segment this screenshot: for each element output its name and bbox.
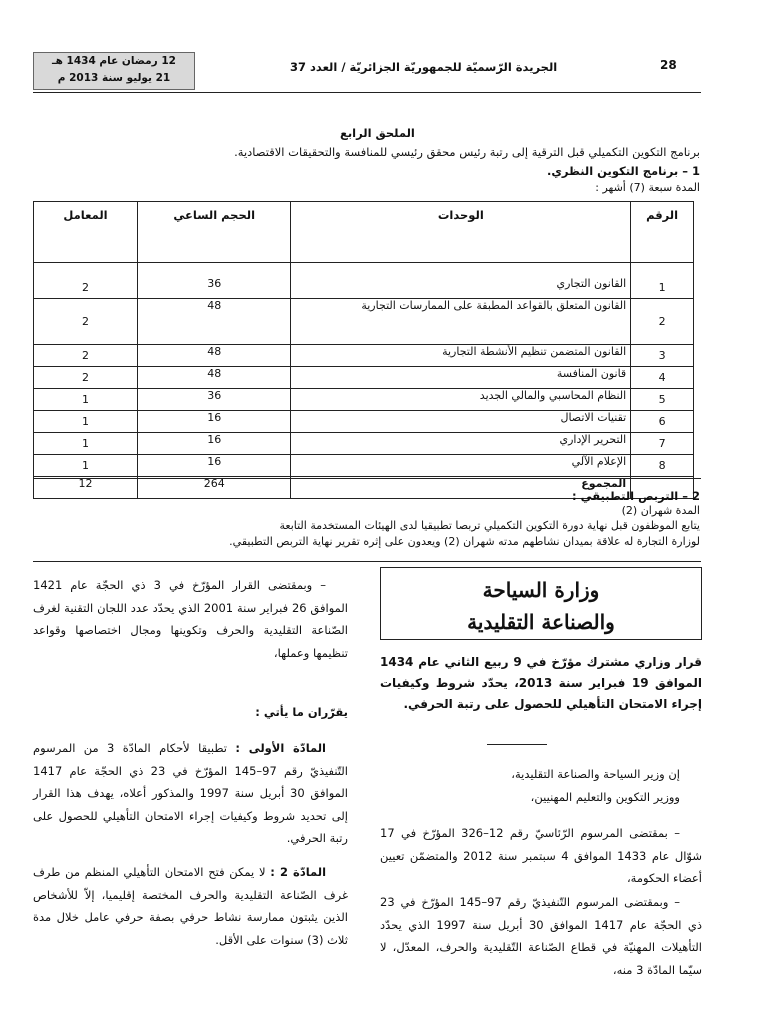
minister-2: ووزير التكوين والتعليم المهنيين، (530, 789, 680, 804)
row-unit: النظام المحاسبي والمالي الجديد (291, 389, 631, 411)
row-unit: تقنيات الاتصال (291, 411, 631, 433)
row-hours: 16 (138, 411, 291, 433)
row-num: 6 (631, 411, 694, 433)
row-num: 3 (631, 345, 694, 367)
table-row (34, 263, 694, 299)
row-unit: القانون التجاري (291, 263, 631, 299)
row-num: 8 (631, 455, 694, 477)
row-hours: 36 (138, 263, 291, 299)
total-coef: 12 (34, 477, 138, 499)
article-2-text: لا يمكن فتح الامتحان التأهيلي المنظم من طرف غرف الصّناعة التقليدية والحرف المختصة إقليميا، إلاّ للأشخاص الذين يثبتون ممارسة نشاط حرفي بصفة حرفي عامل خلال مدة ثلاث (3) سنوات على الأقل. (33, 865, 348, 947)
ministry-line2: والصناعة التقليدية (467, 610, 615, 634)
row-coef: 1 (34, 433, 138, 455)
ministry-box (380, 567, 702, 640)
table-row (34, 433, 694, 455)
ministry-line1: وزارة السياحة (482, 578, 600, 602)
row-coef: 2 (34, 367, 138, 389)
gazette-title: الجريدة الرّسميّة للجمهوريّة الجزائريّة / العدد 37 (290, 60, 558, 74)
table-header-row (34, 202, 694, 263)
row-hours: 48 (138, 299, 291, 345)
section2-duration: المدة شهران (2) (621, 504, 700, 517)
row-unit: قانون المنافسة (291, 367, 631, 389)
row-num: 7 (631, 433, 694, 455)
row-hours: 16 (138, 433, 291, 455)
date-box (33, 52, 195, 90)
date-gregorian: 21 يوليو سنة 2013 م (57, 72, 171, 84)
article-1-text: تطبيقا لأحكام المادّة 3 من المرسوم التّنفيذيّ رقم 97–145 المؤرّخ في 23 ذي الحجّة عام 1417 الموافق 30 أبريل سنة 1997 والمذكور أعلاه، يهدف هذا القرار إلى تحديد شروط وكيفيات إجراء الامتحان التأهيلي للحصول على رتبة الحرفي. (33, 741, 348, 845)
row-num: 5 (631, 389, 694, 411)
header-coef: المعامل (34, 202, 138, 263)
row-num: 1 (631, 263, 694, 299)
decree-separator (487, 744, 547, 745)
row-hours: 48 (138, 345, 291, 367)
table-row (34, 389, 694, 411)
preamble-ministers (380, 763, 702, 808)
row-unit: الإعلام الآلي (291, 455, 631, 477)
row-hours: 16 (138, 455, 291, 477)
article-1-label: المادّة الأولى : (235, 741, 326, 755)
row-coef: 1 (34, 411, 138, 433)
table-row (34, 299, 694, 345)
table-row (34, 455, 694, 477)
annex-intro: برنامج التكوين التكميلي قبل الترقية إلى رتبة رئيس محقق رئيسي للمنافسة والتحقيقات الاقتصادية. (234, 145, 700, 159)
header-hours: الحجم الساعي (138, 202, 291, 263)
decree-title: قرار وزاري مشترك مؤرّخ في 9 ربيع الثاني عام 1434 الموافق 19 فبراير سنة 2013، يحدّد شروط وكيفيات إجراء الامتحان التأهيلي للحصول على رتبة الحرفي. (380, 655, 703, 711)
row-hours: 48 (138, 367, 291, 389)
preamble-p2: – بمقتضى المرسوم الرّئاسيّ رقم 12–326 المؤرّخ في 17 شوّال عام 1433 الموافق 4 سبتمبر سنة 2012 والمتضمّن تعيين أعضاء الحكومة، (380, 826, 702, 885)
preamble-p3: – وبمقتضى المرسوم التّنفيذيّ رقم 97–145 المؤرّخ في 23 ذي الحجّة عام 1417 الموافق 30 أبريل سنة 1997 الذي يحدّد التأهيلات المهنيّة في قطاع الصّناعة التّقليدية والحرف، المعدّل، لا سيّما المادّة 3 منه، (380, 895, 702, 977)
table-row (34, 367, 694, 389)
total-hours: 264 (138, 477, 291, 499)
preamble-p4: – وبمقتضى القرار المؤرّخ في 3 ذي الحجّة عام 1421 الموافق 26 فبراير سنة 2001 الذي يحدّد عدد اللجان التقنية لغرف الصّناعة التقليدية والحرف وتكوينها ومجال اختصاصها وقواعد تنظيمها وعملها، (33, 578, 348, 660)
article-2-label: المادّة 2 : (270, 865, 327, 879)
header-unit: الوحدات (291, 202, 631, 263)
table-row (34, 411, 694, 433)
row-num: 2 (631, 299, 694, 345)
row-coef: 2 (34, 345, 138, 367)
article-1 (33, 737, 348, 850)
units-table (33, 201, 694, 499)
row-hours: 36 (138, 389, 291, 411)
page-number: 28 (660, 58, 677, 72)
row-coef: 1 (34, 455, 138, 477)
article-2 (33, 861, 348, 951)
row-unit: القانون المتضمن تنظيم الأنشطة التجارية (291, 345, 631, 367)
decide-line: يقرّران ما يأتي : (255, 705, 348, 719)
annex-title: الملحق الرابع (340, 126, 415, 140)
section2-line1: يتابع الموظفون قبل نهاية دورة التكوين التكميلي تربصا تطبيقيا لدى الهيئات المستخدمة التابعة (279, 519, 700, 532)
minister-1: إن وزير السياحة والصناعة التقليدية، (511, 767, 680, 781)
row-unit: التحرير الإداري (291, 433, 631, 455)
row-unit: القانون المتعلق بالقواعد المطبقة على الممارسات التجارية (291, 299, 631, 345)
section1-title: 1 – برنامج التكوين النظري. (546, 164, 700, 178)
section2-title: 2 – التربص التطبيقي : (572, 489, 700, 503)
total-label: المجموع (291, 477, 631, 499)
header-num: الرقم (631, 202, 694, 263)
row-coef: 2 (34, 299, 138, 345)
header-rule (33, 92, 701, 93)
table-row (34, 345, 694, 367)
section1-duration: المدة سبعة (7) أشهر : (595, 181, 700, 194)
date-hijri: 12 رمضان عام 1434 هـ (52, 55, 176, 67)
row-coef: 2 (34, 263, 138, 299)
row-num: 4 (631, 367, 694, 389)
section2-line2: لوزارة التجارة له علاقة بميدان نشاطهم مدته شهران (2) ويعدون على إثره تقرير نهاية التربص التطبيقي. (229, 535, 700, 548)
row-coef: 1 (34, 389, 138, 411)
